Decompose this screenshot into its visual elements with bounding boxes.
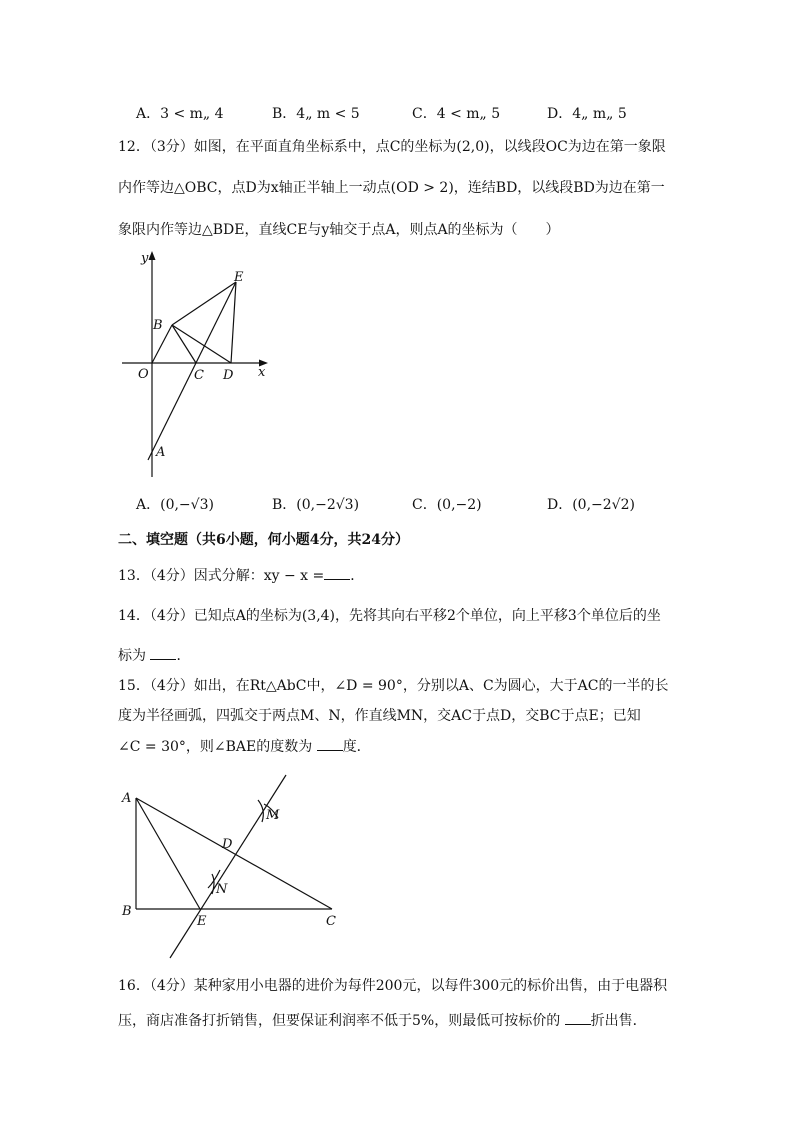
q12-label-o: O	[138, 367, 149, 382]
q15-line-2: 度为半径画弧，四弧交于两点M、N，作直线MN，交AC于点D，交BC于点E；已知	[118, 708, 641, 724]
q14-line-2	[118, 645, 190, 666]
q13-answer-blank[interactable]	[324, 565, 350, 580]
q12-option-d: D．(0,−2√2)	[547, 497, 635, 513]
q11-option-d: D．4„ m„ 5	[547, 106, 627, 122]
q16-line-2-suffix: 折出售．	[590, 1013, 647, 1029]
q12-label-e: E	[234, 270, 244, 285]
q15-line-3	[118, 736, 371, 757]
q12-label-c: C	[194, 368, 204, 383]
q12-label-a: A	[156, 445, 166, 460]
q15-label-n: N	[216, 882, 228, 897]
q12-option-c: C．(0,−2)	[412, 497, 482, 513]
q14-line-1: 14．（4分）已知点A的坐标为(3,4)，先将其向右平移2个单位，向上平移3个单位后的坐	[118, 608, 661, 624]
q13-suffix: ．	[350, 568, 365, 584]
q15-line-1: 15．（4分）如出，在Rt△AbC中，∠D = 90°，分别以A、C为圆心，大于AC的一半的长	[118, 678, 669, 694]
q14-answer-blank[interactable]	[150, 645, 176, 660]
section-2-heading: 二、填空题（共6小题，何小题4分，共24分）	[118, 532, 409, 548]
q14-line-2-prefix: 标为	[118, 648, 151, 664]
q13-line	[118, 565, 364, 586]
q14-line-2-suffix: ．	[176, 648, 191, 664]
q12-figure	[110, 245, 280, 485]
q15-line-3-prefix: ∠C = 30°，则∠BAE的度数为	[118, 739, 317, 755]
q13-prefix: 13．（4分）因式分解：xy − x =	[118, 568, 325, 584]
q12-label-d: D	[223, 368, 234, 383]
q15-label-b: B	[122, 904, 132, 919]
q15-figure	[112, 770, 352, 962]
q12-label-y: y	[141, 251, 149, 266]
q15-label-c: C	[326, 914, 336, 929]
q15-label-d: D	[222, 837, 233, 852]
q12-label-b: B	[153, 318, 163, 333]
q12-label-x: x	[258, 365, 266, 380]
q15-line-3-suffix: 度．	[342, 739, 371, 755]
q12-option-a: A．(0,−√3)	[136, 497, 214, 513]
q16-line-2	[118, 1010, 647, 1031]
q12-line-2: 内作等边△OBC，点D为x轴正半轴上一动点(OD > 2)，连结BD，以线段BD为边在第一	[118, 180, 665, 196]
q12-line-3: 象限内作等边△BDE，直线CE与y轴交于点A，则点A的坐标为（ ）	[118, 222, 560, 238]
q12-line-1: 12．（3分）如图，在平面直角坐标系中，点C的坐标为(2,0)，以线段OC为边在第一象限	[118, 139, 666, 155]
q16-line-2-prefix: 压，商店准备打折销售，但要保证利润率不低于5%，则最低可按标价的	[118, 1013, 565, 1029]
q15-label-m: M	[266, 808, 280, 823]
q15-label-a: A	[122, 791, 132, 806]
q12-option-b: B．(0,−2√3)	[272, 497, 360, 513]
q16-line-1: 16．（4分）某种家用小电器的进价为每件200元，以每件300元的标价出售，由于电器积	[118, 978, 668, 994]
q11-option-a: A．3 < m„ 4	[136, 106, 224, 122]
q16-answer-blank[interactable]	[565, 1010, 591, 1025]
q11-option-c: C．4 < m„ 5	[412, 106, 501, 122]
q11-option-b: B．4„ m < 5	[272, 106, 360, 122]
q15-label-e: E	[197, 914, 207, 929]
q15-answer-blank[interactable]	[317, 736, 343, 751]
